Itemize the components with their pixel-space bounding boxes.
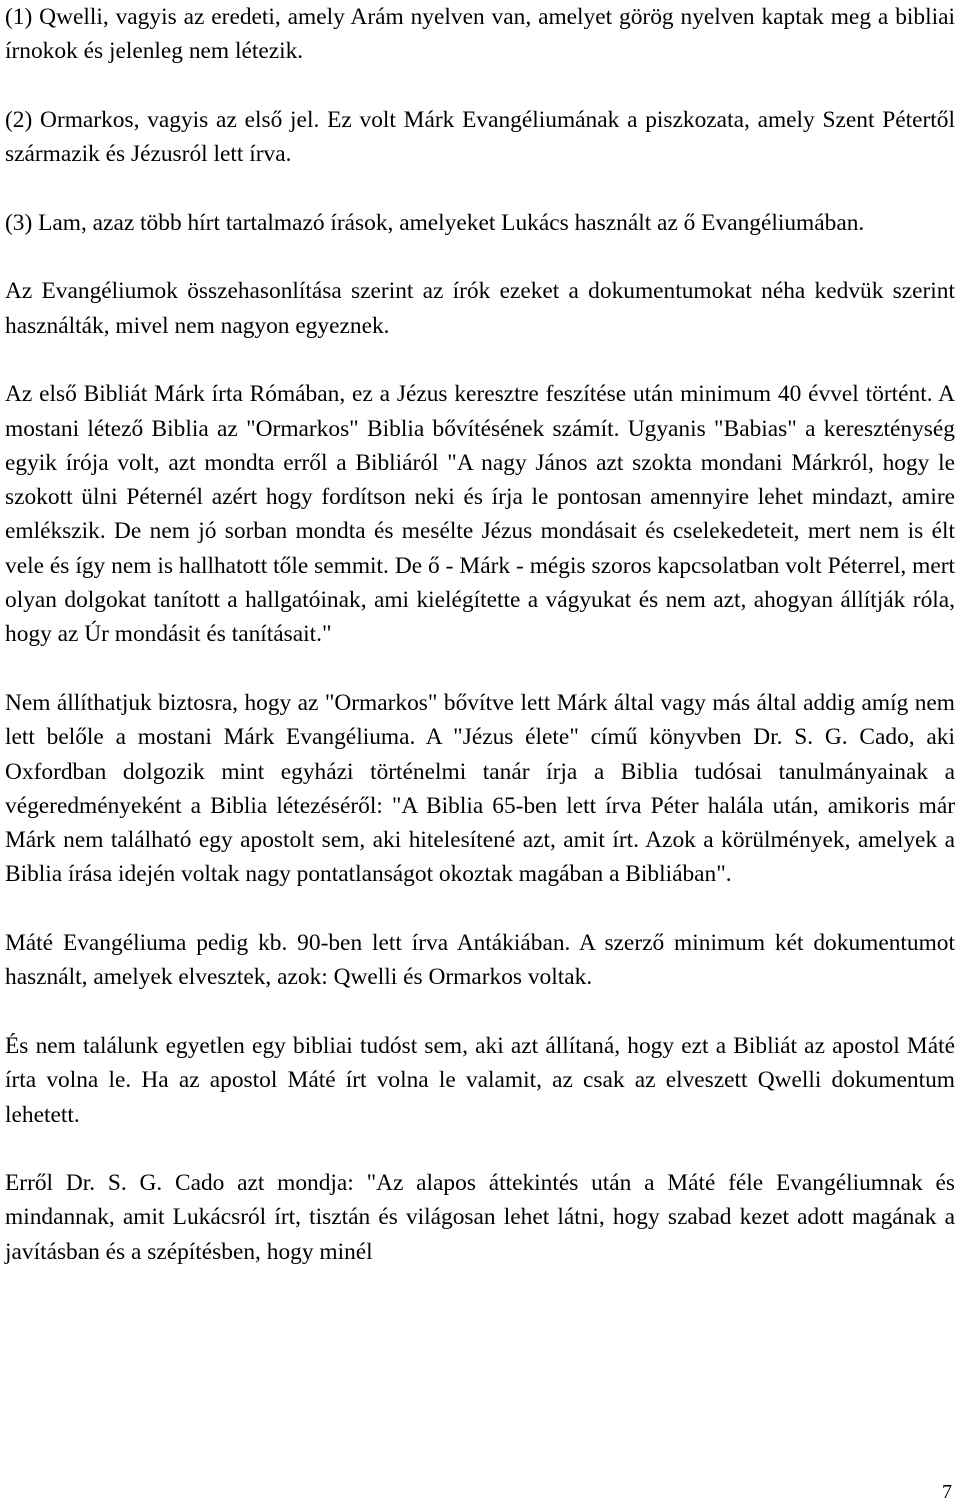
paragraph-comparison: Az Evangéliumok összehasonlítása szerint az írók ezeket a dokumentumokat néha kedvük szerint használták, mivel nem nagyon egyeznek. [5,278,955,339]
paragraph-cado-quote: Erről Dr. S. G. Cado azt mondja: "Az alapos áttekintés után a Máté féle Evangéliumnak és mindannak, amit Lukácsról írt, tisztán és világosan lehet látni, hogy szabad kezet adott magának a javításban és a szépítésben, hogy minél [5,1170,955,1265]
paragraph-no-scholar: És nem találunk egyetlen egy bibliai tudóst sem, aki azt állítaná, hogy ezt a Bibliát az apostol Máté írta volna le. Ha az apostol Máté írt volna le valamit, az csak az elveszett Qwelli dokumentum lehetett. [5,1032,955,1128]
paragraph-cado-life-of-jesus: Nem állíthatjuk biztosra, hogy az "Ormarkos" bővítve lett Márk által vagy más által addig amíg nem lett belőle a mostani Márk Evangéliuma. A "Jézus élete" című könyvben Dr. S. G. Cado, aki Oxfordban dolgozik mint egyházi történelmi tanár írja a Biblia tudósai tanulmányainak a végeredményeként a Biblia létezéséről: "A Biblia 65-ben lett írva Péter halála után, amikoris már Márk nem található egy apostolt sem, aki hitelesítené azt, amit írt. Azok a körülmények, amelyek a Biblia írása idején voltak nagy pontatlanságot okoztak magában a Bibliában". [5,689,955,888]
document-page [5,0,955,1303]
paragraph-ormarkos: (2) Ormarkos, vagyis az első jel. Ez volt Márk Evangéliumának a piszkozata, amely Szent Pétertől származik és Jézusról lett írva. [5,106,955,168]
paragraph-matthew-gospel: Máté Evangéliuma pedig kb. 90-ben lett írva Antákiában. A szerző minimum két dokumentumot használt, amelyek elvesztek, azok: Qwelli és Ormarkos voltak. [5,930,955,991]
page-number: 7 [942,1481,952,1503]
paragraph-first-bible: Az első Bibliát Márk írta Rómában, ez a Jézus keresztre feszítése után minimum 40 évvel történt. A mostani létező Biblia az "Ormarkos" Biblia bővítésének számít. Ugyanis "Babias" a kereszténység egyik írója volt, azt mondta erről a Bibliáról "A nagy János azt szokta mondani Márkról, hogy le szokott ülni Péternél azért hogy fordítson neki és írja le pontosan amennyire lehet mindazt, amire emlékszik. De nem jó sorban mondta és mesélte Jézus mondásait és cselekedeteit, mert nem is élt vele és így nem is hallhatott tőle semmit. De ő - Márk - mégis szoros kapcsolatban volt Péterrel, mert olyan dolgokat tanított a hallgatóinak, ami kielégítette a vágyukat és nem azt, ahogyan állítják róla, hogy az Úr mondásit és tanításait." [5,381,955,648]
paragraph-qwelli: (1) Qwelli, vagyis az eredeti, amely Arám nyelven van, amelyet görög nyelven kaptak meg a bibliai írnokok és jelenleg nem létezik. [5,4,955,65]
paragraph-lam: (3) Lam, azaz több hírt tartalmazó írások, amelyeket Lukács használt az ő Evangéliumában. [5,209,865,236]
